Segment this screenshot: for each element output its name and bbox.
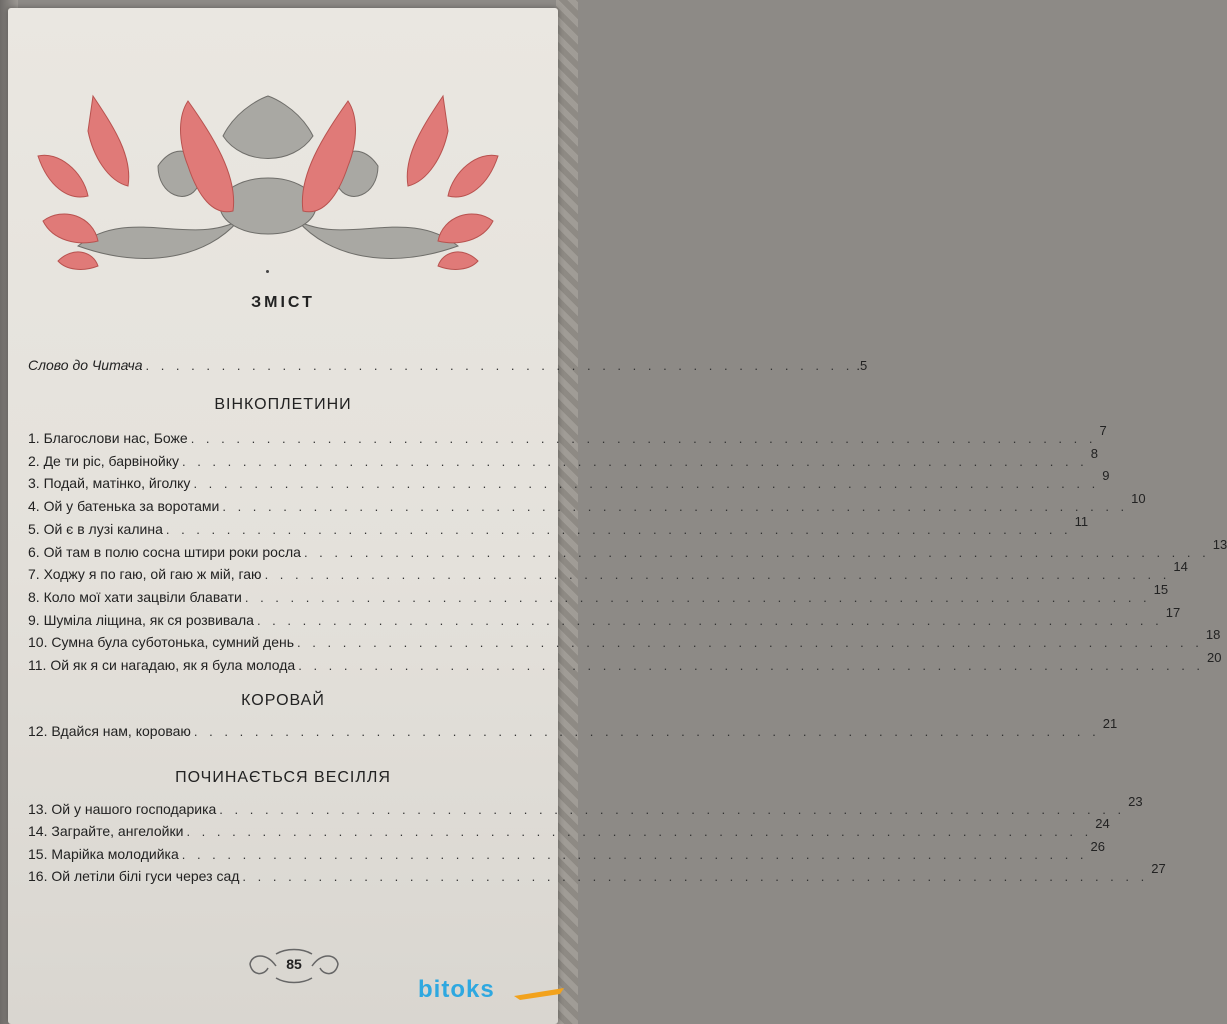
floral-ornament-icon bbox=[38, 96, 498, 274]
toc-title: Ой у нашого господарика bbox=[51, 801, 217, 817]
toc-number: 14. bbox=[28, 823, 48, 840]
toc-leader-dots: . . . . . . . . . . . . . . . . . . . . . . . . . . . . . . . . . . . . . . . . . . . . . . . . . . . . . . . . . . . . bbox=[264, 567, 1171, 583]
toc-leader-dots: . . . . . . . . . . . . . . . . . . . . . . . . . . . . . . . . . . . . . . . . . . . . . . . . . . . . . . . . . . . . bbox=[181, 846, 1088, 862]
toc-number: 1. bbox=[28, 430, 40, 446]
toc-title: Ой летіли білі гуси через сад bbox=[51, 868, 240, 885]
section-title-korovai: КОРОВАЙ bbox=[241, 692, 325, 709]
toc-label bbox=[28, 634, 294, 650]
toc-title: Ой як я си нагадаю, як я була молода bbox=[50, 657, 296, 673]
toc-title: Сумна була суботонька, сумний день bbox=[51, 634, 295, 651]
toc-number: 7. bbox=[28, 566, 40, 583]
toc-number: 6. bbox=[28, 543, 40, 560]
toc-leader-dots: . . . . . . . . . . . . . . . . . . . . . . . . . . . . . . . . . . . . . . . . . . . . . . . . . . . . . . . . . . . . bbox=[186, 824, 1093, 840]
toc-leader-dots: . . . . . . . . . . . . . . . . . . . . . . . . . . . . . . . . . . . . . . . . . . . . . . . . . . . . . . . . . . . . bbox=[190, 431, 1097, 446]
toc-number: 9. bbox=[28, 611, 40, 628]
toc-title: Ходжу я по гаю, ой гаю ж мій, гаю bbox=[43, 566, 262, 583]
toc-label bbox=[28, 430, 188, 446]
toc-label: Слово до Читача bbox=[28, 357, 143, 373]
toc-row bbox=[28, 627, 1221, 651]
toc-row bbox=[28, 716, 1118, 739]
toc-label bbox=[28, 868, 239, 884]
toc-row bbox=[28, 650, 1222, 673]
toc-number: 10. bbox=[28, 634, 48, 651]
toc-row bbox=[28, 604, 1181, 628]
toc-leader-dots: . . . . . . . . . . . . . . . . . . . . . . . . . . . . . . . . . . . . . . . . . . . . . . . . . . . . . . . . . . . . bbox=[165, 521, 1072, 537]
toc-row bbox=[28, 838, 1106, 862]
toc-page: 8 bbox=[1090, 445, 1099, 461]
toc-number: 16. bbox=[28, 868, 48, 885]
page-number: 85 bbox=[286, 956, 302, 972]
toc-number: 13. bbox=[28, 801, 48, 817]
toc-number: 15. bbox=[28, 845, 48, 862]
toc-page: 14 bbox=[1173, 559, 1188, 575]
toc-title: Де ти ріс, барвінойку bbox=[43, 452, 179, 469]
toc-row bbox=[28, 423, 1107, 446]
page-title: ЗМІСТ bbox=[251, 294, 315, 311]
toc-number: 5. bbox=[28, 520, 40, 537]
toc-row bbox=[28, 581, 1169, 605]
toc-title: Подай, матінко, йголку bbox=[43, 475, 191, 492]
toc-label bbox=[28, 846, 179, 862]
toc-row bbox=[28, 491, 1146, 515]
section-title-vinkopletyny: ВІНКОПЛЕТИНИ bbox=[214, 396, 352, 413]
toc-number: 4. bbox=[28, 498, 40, 515]
toc-label bbox=[28, 612, 254, 628]
toc-page: .5 bbox=[856, 358, 868, 373]
toc-row bbox=[28, 513, 1089, 537]
toc-label bbox=[28, 801, 216, 817]
toc-title: Заграйте, ангелойки bbox=[51, 823, 184, 840]
toc-label bbox=[28, 723, 191, 739]
toc-leader-dots: . . . . . . . . . . . . . . . . . . . . . . . . . . . . . . . . . . . . . . . . . . . . . . . . . . . . . . . . . . . . bbox=[297, 635, 1203, 651]
toc-row bbox=[28, 861, 1166, 885]
toc-leader-dots: . . . . . . . . . . . . . . . . . . . . . . . . . . . . . . . . . . . . . . . . . . . . . . . . . . . . . . . . . . . . bbox=[193, 724, 1100, 739]
toc-leader-dots: . . . . . . . . . . . . . . . . . . . . . . . . . . . . . . . . . . . . . . . . . . . . . . . . . . . . . . . . . . . . bbox=[256, 612, 1163, 628]
toc-page: 15 bbox=[1153, 581, 1169, 597]
toc-row bbox=[28, 794, 1143, 817]
toc-label bbox=[28, 453, 179, 469]
toc-leader-dots: . . . . . . . . . . . . . . . . . . . . . . . . . . . . . . . . . . . . . . . . . . . . . . . . . . . . . . . . . . . . bbox=[219, 802, 1126, 817]
toc-row-intro bbox=[28, 355, 868, 373]
toc-number: 8. bbox=[28, 588, 40, 605]
toc-title: Ой у батенька за воротами bbox=[43, 498, 220, 515]
toc-page: 13 bbox=[1212, 536, 1227, 552]
toc-row bbox=[28, 468, 1110, 492]
toc-leader-dots: . . . . . . . . . . . . . . . . . . . . . . . . . . . . . . . . . . . . . . . . . . . . . . . . . . . . . . . . . . . . bbox=[181, 453, 1088, 469]
toc-label bbox=[28, 544, 301, 560]
logo-streak-icon bbox=[514, 986, 566, 1002]
toc-page: 7 bbox=[1099, 423, 1107, 438]
toc-row bbox=[28, 559, 1188, 583]
toc-number: 3. bbox=[28, 475, 40, 492]
toc-page: 18 bbox=[1205, 627, 1221, 643]
watermark-logo bbox=[418, 972, 568, 1016]
toc-label bbox=[28, 589, 242, 605]
toc-title: Ой є в лузі калина bbox=[43, 520, 163, 537]
toc-label bbox=[28, 823, 183, 839]
toc-title: Благослови нас, Боже bbox=[43, 430, 188, 446]
toc-title: Марійка молодийка bbox=[51, 845, 179, 862]
decorative-dot bbox=[266, 270, 269, 273]
toc-title: Шуміла ліщина, як ся розвивала bbox=[43, 611, 254, 628]
toc-leader-dots: . . . . . . . . . . . . . . . . . . . . . . . . . . . . . . . . . . . . . . . . . . . . . . . bbox=[145, 358, 854, 373]
section-title-vesillia: ПОЧИНАЄТЬСЯ ВЕСІЛЛЯ bbox=[175, 769, 391, 786]
toc-page: 24 bbox=[1095, 816, 1110, 832]
watermark-text: bitoks bbox=[418, 976, 495, 1003]
toc-leader-dots: . . . . . . . . . . . . . . . . . . . . . . . . . . . . . . . . . . . . . . . . . . . . . . . . . . . . . . . . . . . . bbox=[193, 476, 1100, 492]
toc-label bbox=[28, 521, 163, 537]
toc-row bbox=[28, 536, 1227, 560]
toc-number: 2. bbox=[28, 452, 40, 469]
toc-page: 10 bbox=[1131, 491, 1146, 507]
toc-page: 11 bbox=[1074, 513, 1089, 529]
toc-label bbox=[28, 566, 262, 582]
book-page bbox=[8, 8, 1227, 1024]
toc-page: 21 bbox=[1102, 716, 1118, 731]
toc-label bbox=[28, 498, 219, 514]
toc-page: 23 bbox=[1128, 794, 1143, 809]
toc-title: Вдайся нам, короваю bbox=[51, 723, 191, 739]
toc-label bbox=[28, 657, 295, 673]
toc-title: Коло мої хати зацвіли блавати bbox=[43, 588, 242, 605]
toc-page: 20 bbox=[1207, 650, 1222, 665]
toc-leader-dots: . . . . . . . . . . . . . . . . . . . . . . . . . . . . . . . . . . . . . . . . . . . . . . . . . . . . . . . . . . . . bbox=[222, 499, 1129, 515]
toc-page: 9 bbox=[1102, 468, 1110, 484]
toc-leader-dots: . . . . . . . . . . . . . . . . . . . . . . . . . . . . . . . . . . . . . . . . . . . . . . . . . . . . . . . . . . . . bbox=[298, 658, 1205, 673]
toc-title: Ой там в полю сосна штири роки росла bbox=[43, 543, 301, 560]
toc-page: 27 bbox=[1151, 861, 1166, 877]
toc-row bbox=[28, 816, 1110, 840]
page-number-wrap bbox=[246, 946, 342, 986]
toc-number: 11. bbox=[28, 657, 47, 673]
toc-leader-dots: . . . . . . . . . . . . . . . . . . . . . . . . . . . . . . . . . . . . . . . . . . . . . . . . . . . . . . . . . . . . bbox=[244, 589, 1151, 605]
toc-number: 12. bbox=[28, 723, 48, 739]
toc-page: 26 bbox=[1090, 838, 1106, 854]
toc-leader-dots: . . . . . . . . . . . . . . . . . . . . . . . . . . . . . . . . . . . . . . . . . . . . . . . . . . . . . . . . . . . . bbox=[242, 869, 1149, 885]
toc-row bbox=[28, 445, 1099, 469]
toc-leader-dots: . . . . . . . . . . . . . . . . . . . . . . . . . . . . . . . . . . . . . . . . . . . . . . . . . . . . . . . . . . . . bbox=[303, 544, 1210, 560]
toc-label bbox=[28, 475, 190, 491]
toc-page: 17 bbox=[1165, 604, 1181, 620]
